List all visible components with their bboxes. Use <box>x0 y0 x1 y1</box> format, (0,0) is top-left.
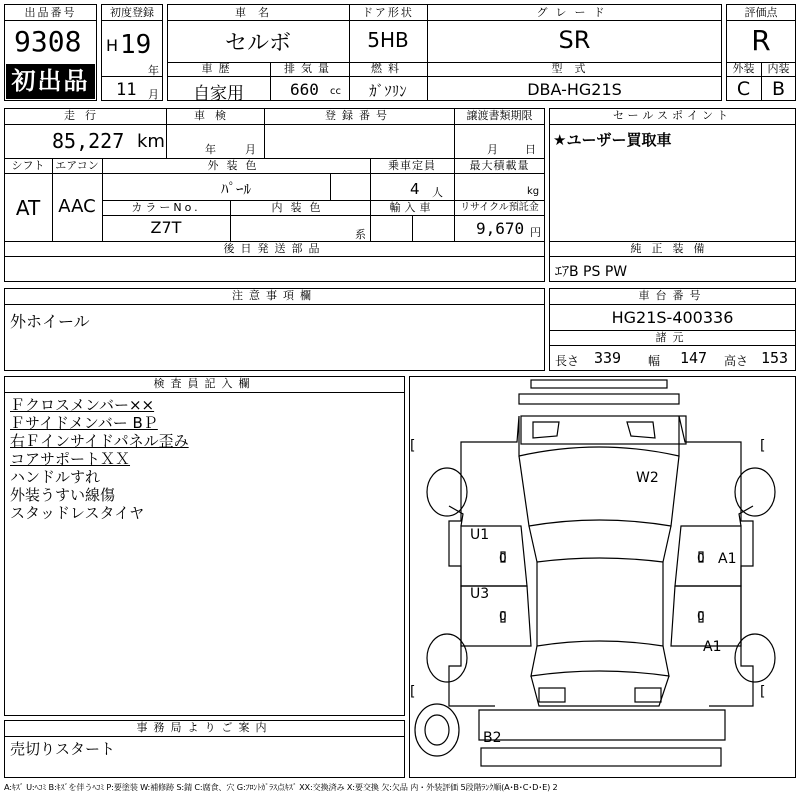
height-value: 153 <box>761 349 789 367</box>
model-code-value: DBA-HG21S <box>527 80 622 99</box>
rear-bumper-bar <box>481 748 721 766</box>
inspector-line-6: 外装うすい線傷 <box>10 486 116 504</box>
score-label: 評価点 <box>744 6 778 19</box>
rear-window <box>531 646 669 676</box>
notes-label: 注意事項欄 <box>232 289 317 302</box>
mark-a1-front: A1 <box>718 551 737 567</box>
interior-label: 内装 <box>767 62 790 75</box>
exterior-color-label: 外装色 <box>207 159 265 172</box>
roof <box>537 562 663 646</box>
displacement-unit: cc <box>330 86 341 97</box>
bracket-left-front: [ <box>410 438 416 454</box>
front-bumper-bar-2 <box>519 394 679 404</box>
mark-a1-rear: A1 <box>703 639 722 655</box>
color-no-label: カラーNo. <box>131 201 201 214</box>
windshield <box>529 526 671 562</box>
office-text: 売切りスタート <box>10 740 116 758</box>
inspection-label: 車検 <box>194 109 236 122</box>
capacity-value: 4 <box>410 180 420 198</box>
legend: A:ｷｽﾞ U:ﾍｺﾐ B:ｷｽﾞを伴うﾍｺﾐ P:要塗装 W:補修跡 S:錆 C:腐食、穴 G:ﾌﾛﾝﾄｶﾞﾗｽ点ｷｽﾞ XX:交換済み X:要交換 欠:欠品 内・外装評価 5段階ﾗﾝｸ順(A･B･C･D･E) 2 <box>4 782 558 792</box>
grade-value: SR <box>558 26 591 54</box>
sales-points-text: ★ユーザー買取車 <box>553 131 672 149</box>
zero-left-front: 0 <box>499 551 507 565</box>
reg-no-label: 登録番号 <box>325 109 393 122</box>
zero-right-rear: 0 <box>697 609 705 623</box>
month-unit: 月 <box>148 88 159 101</box>
rear-lamp-right <box>635 688 661 702</box>
exterior-grade: C <box>736 78 751 100</box>
inspector-line-5: ハンドルすれ <box>10 468 101 486</box>
interior-color-label: 内装色 <box>271 201 329 214</box>
mileage-value: 85,227 <box>52 129 125 153</box>
shift-value: AT <box>15 196 41 220</box>
rear-lamp-left <box>539 688 565 702</box>
car-name: セルボ <box>224 31 291 56</box>
inspector-label: 検査員記入欄 <box>153 377 256 390</box>
body-left <box>449 464 495 706</box>
bracket-right-rear: [ <box>760 684 766 700</box>
exterior-color-value: ﾊﾟｰﾙ <box>220 180 251 198</box>
mileage-label: 走行 <box>64 109 106 122</box>
inspection-month-unit: 月 <box>245 143 256 156</box>
bracket-right-front: [ <box>760 438 766 454</box>
exterior-label: 外装 <box>732 62 755 75</box>
bracket-left-rear: [ <box>410 684 416 700</box>
first-reg-label: 初度登録 <box>110 6 154 19</box>
lot-number: 9308 <box>14 25 82 58</box>
interior-color-unit: 系 <box>355 228 366 241</box>
zero-left-rear: 0 <box>499 609 507 623</box>
car-name-label: 車名 <box>235 6 281 19</box>
era: H <box>106 36 119 55</box>
mark-u1: U1 <box>470 527 490 543</box>
chassis-label: 車台番号 <box>638 289 707 302</box>
front-bumper-bar <box>531 380 667 388</box>
rear-bumper <box>479 710 725 740</box>
equipment-label: 純正装備 <box>630 242 715 255</box>
first-listing-text: 初出品 <box>11 67 90 95</box>
car-diagram <box>409 376 796 778</box>
transfer-month-unit: 月 <box>487 143 498 156</box>
inspector-line-4: コアサポートＸＸ <box>10 450 131 468</box>
inspector-line-1: Ｆクロスメンバー×× <box>10 396 155 414</box>
later-parts-label: 後日発送部品 <box>223 242 326 255</box>
fuel-value: ｶﾞｿﾘﾝ <box>369 82 407 100</box>
sales-points-label: セールスポイント <box>612 109 732 122</box>
mark-b2: B2 <box>483 730 502 746</box>
body-right <box>709 464 753 706</box>
inspector-line-2: Ｆサイドメンバー BＰ <box>10 414 158 432</box>
hood <box>519 456 679 526</box>
chassis-number: HG21S-400336 <box>611 308 734 327</box>
displacement-label: 排気量 <box>284 62 335 75</box>
zero-right-front: 0 <box>697 551 705 565</box>
history-value: 自家用 <box>193 84 244 104</box>
recycle-fee: 9,670 <box>476 219 525 238</box>
recycle-unit: 円 <box>530 226 541 239</box>
max-load-label: 最大積載量 <box>469 159 530 172</box>
inspector-line-3: 右Ｆインサイドパネル歪み <box>10 432 189 450</box>
length-label: 長さ <box>555 354 580 368</box>
right-rear-door <box>671 586 741 646</box>
door-value: 5HB <box>367 28 409 52</box>
ac-label: エアコン <box>55 159 99 172</box>
ac-value: AAC <box>58 196 96 217</box>
recycle-label: リサイクル預託金 <box>460 202 539 213</box>
mark-w2: W2 <box>636 470 659 486</box>
width-value: 147 <box>680 349 708 367</box>
transfer-day-unit: 日 <box>525 143 536 156</box>
equipment-text: ｴｱB PS PW <box>555 264 628 280</box>
inspection-year-unit: 年 <box>205 143 216 156</box>
score-value: R <box>751 24 771 57</box>
length-value: 339 <box>594 349 622 367</box>
front-outline <box>461 416 741 464</box>
height-label: 高さ <box>724 354 749 368</box>
model-code-label: 型式 <box>551 62 598 75</box>
lot-label: 出品番号 <box>24 6 77 19</box>
color-no-value: Z7T <box>150 218 182 237</box>
capacity-unit: 人 <box>432 186 443 199</box>
capacity-label: 乗車定員 <box>388 159 436 172</box>
interior-grade: B <box>771 78 786 100</box>
grade-label: グレード <box>536 6 613 19</box>
transfer-doc-label: 譲渡書類期限 <box>466 109 533 122</box>
spec-label: 諸元 <box>655 331 690 344</box>
mileage-unit: km <box>137 131 165 152</box>
notes-text: 外ホイール <box>10 312 90 331</box>
import-label: 輸入車 <box>389 201 435 214</box>
first-reg-year: 19 <box>120 30 152 60</box>
mark-u3: U3 <box>470 586 490 602</box>
front-grille <box>521 416 686 444</box>
displacement-value: 660 <box>290 80 319 99</box>
office-label: 事務局よりご案内 <box>136 721 273 734</box>
fuel-label: 燃料 <box>371 62 405 75</box>
max-load-unit: kg <box>527 186 540 197</box>
shift-label: シフト <box>11 159 45 172</box>
spare-tyre <box>415 704 459 756</box>
width-label: 幅 <box>648 354 661 368</box>
inspector-line-7: スタッドレスタイヤ <box>10 504 145 522</box>
year-unit: 年 <box>148 64 159 77</box>
door-label: ドア形状 <box>362 6 414 19</box>
history-label: 車歴 <box>201 62 236 75</box>
first-reg-month: 11 <box>116 80 137 100</box>
